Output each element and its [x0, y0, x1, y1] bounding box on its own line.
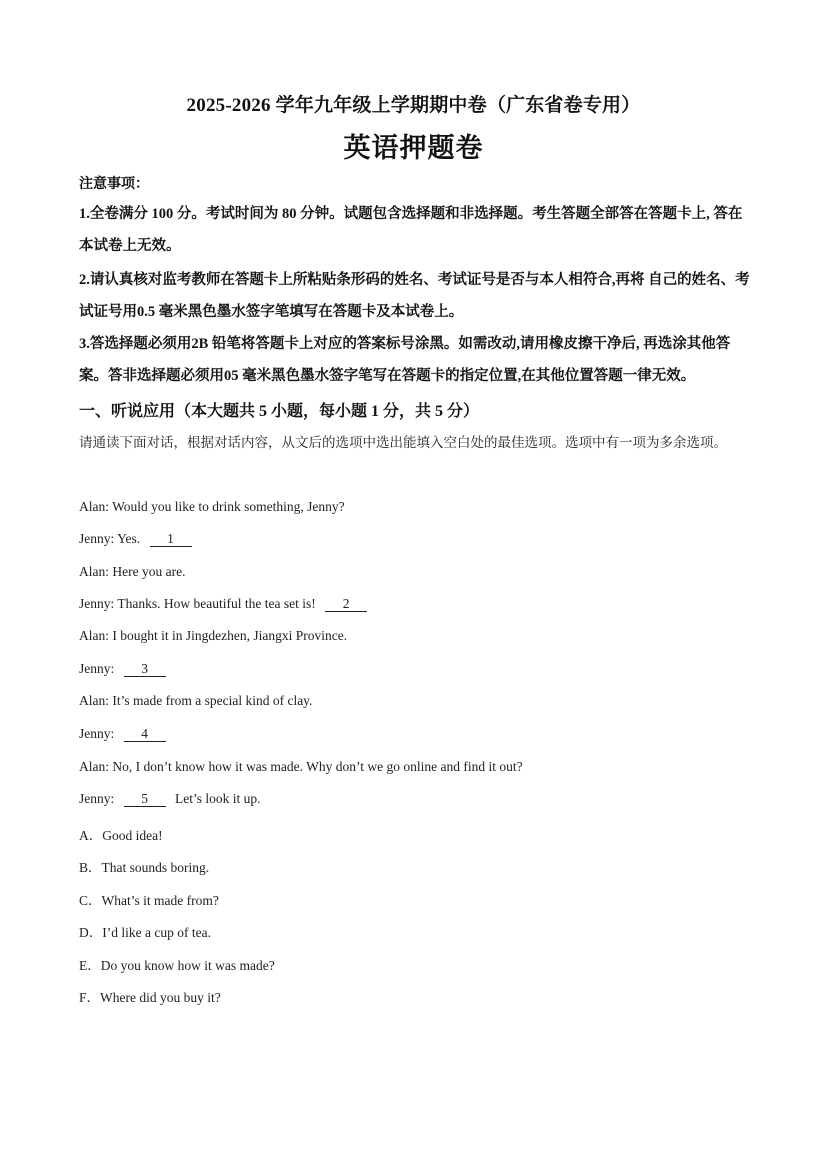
dialogue-line	[79, 726, 172, 742]
dialogue-text: I bought it in Jingdezhen, Jiangxi Province.	[112, 628, 348, 643]
section-instruction: 请通读下面对话，根据对话内容，从文后的选项中选出能填入空白处的最佳选项。选项中有一项为多余选项。	[79, 435, 727, 451]
speaker: Alan:	[79, 499, 109, 514]
dialogue-line	[79, 693, 312, 709]
dialogue-text: Thanks. How beautiful the tea set is!	[117, 596, 316, 611]
dialogue-line	[79, 791, 261, 807]
option-e: E．Do you know how it was made?	[79, 958, 275, 973]
section-heading: 一、听说应用（本大题共 5 小题，每小题 1 分，共 5 分）	[79, 403, 480, 420]
speaker: Jenny:	[79, 726, 115, 741]
notice-item-1: 1.全卷满分 100 分。考试时间为 80 分钟。试题包含选择题和非选择题。考生答题全部答在答题卡上, 答在本试卷上无效。	[79, 206, 743, 254]
notice-heading: 注意事项：	[79, 177, 149, 192]
option-d: D．I’d like a cup of tea.	[79, 925, 211, 940]
speaker: Alan:	[79, 628, 109, 643]
speaker: Jenny:	[79, 531, 115, 546]
option-a: A．Good idea!	[79, 828, 163, 843]
dialogue-line	[79, 564, 185, 580]
answer-blank[interactable]: 3	[124, 661, 166, 677]
answer-blank[interactable]: 4	[124, 726, 166, 742]
dialogue-line	[79, 759, 523, 775]
notice-item-2: 2.请认真核对监考教师在答题卡上所粘贴条形码的姓名、考试证号是否与本人相符合,再将 自己的姓名、考试证号用0.5 毫米黑色墨水签字笔填写在答题卡及本试卷上。	[79, 272, 750, 320]
speaker: Jenny:	[79, 791, 115, 806]
dialogue-text: Yes.	[117, 531, 141, 546]
speaker: Alan:	[79, 759, 109, 774]
dialogue-text: Here you are.	[112, 564, 186, 579]
speaker: Jenny:	[79, 596, 115, 611]
option-c: C．What’s it made from?	[79, 893, 219, 908]
notice-item-3: 3.答选择题必须用2B 铅笔将答题卡上对应的答案标号涂黑。如需改动,请用橡皮擦干净后, 再选涂其他答案。答非选择题必须用05 毫米黑色墨水签字笔写在答题卡的指定位置,在其他位置答题一律无效。	[79, 336, 731, 384]
option-f: F．Where did you buy it?	[79, 990, 221, 1005]
exam-subtitle: 英语押题卷	[343, 133, 484, 163]
speaker: Jenny:	[79, 661, 115, 676]
answer-blank[interactable]: 2	[325, 596, 367, 612]
dialogue-line	[79, 531, 198, 547]
speaker: Alan:	[79, 693, 109, 708]
exam-title: 2025-2026 学年九年级上学期期中卷（广东省卷专用）	[186, 95, 641, 116]
answer-blank[interactable]: 1	[150, 531, 192, 547]
dialogue-text: No, I don’t know how it was made. Why don’t we go online and find it out?	[112, 759, 523, 774]
dialogue-text: Would you like to drink something, Jenny?	[112, 499, 345, 514]
speaker: Alan:	[79, 564, 109, 579]
dialogue-line	[79, 661, 172, 677]
dialogue-text: It’s made from a special kind of clay.	[112, 693, 313, 708]
dialogue-line	[79, 499, 345, 515]
dialogue-line	[79, 596, 373, 612]
dialogue-line	[79, 628, 347, 644]
option-b: B．That sounds boring.	[79, 860, 210, 875]
dialogue-text: Let’s look it up.	[175, 791, 261, 806]
answer-blank[interactable]: 5	[124, 791, 166, 807]
